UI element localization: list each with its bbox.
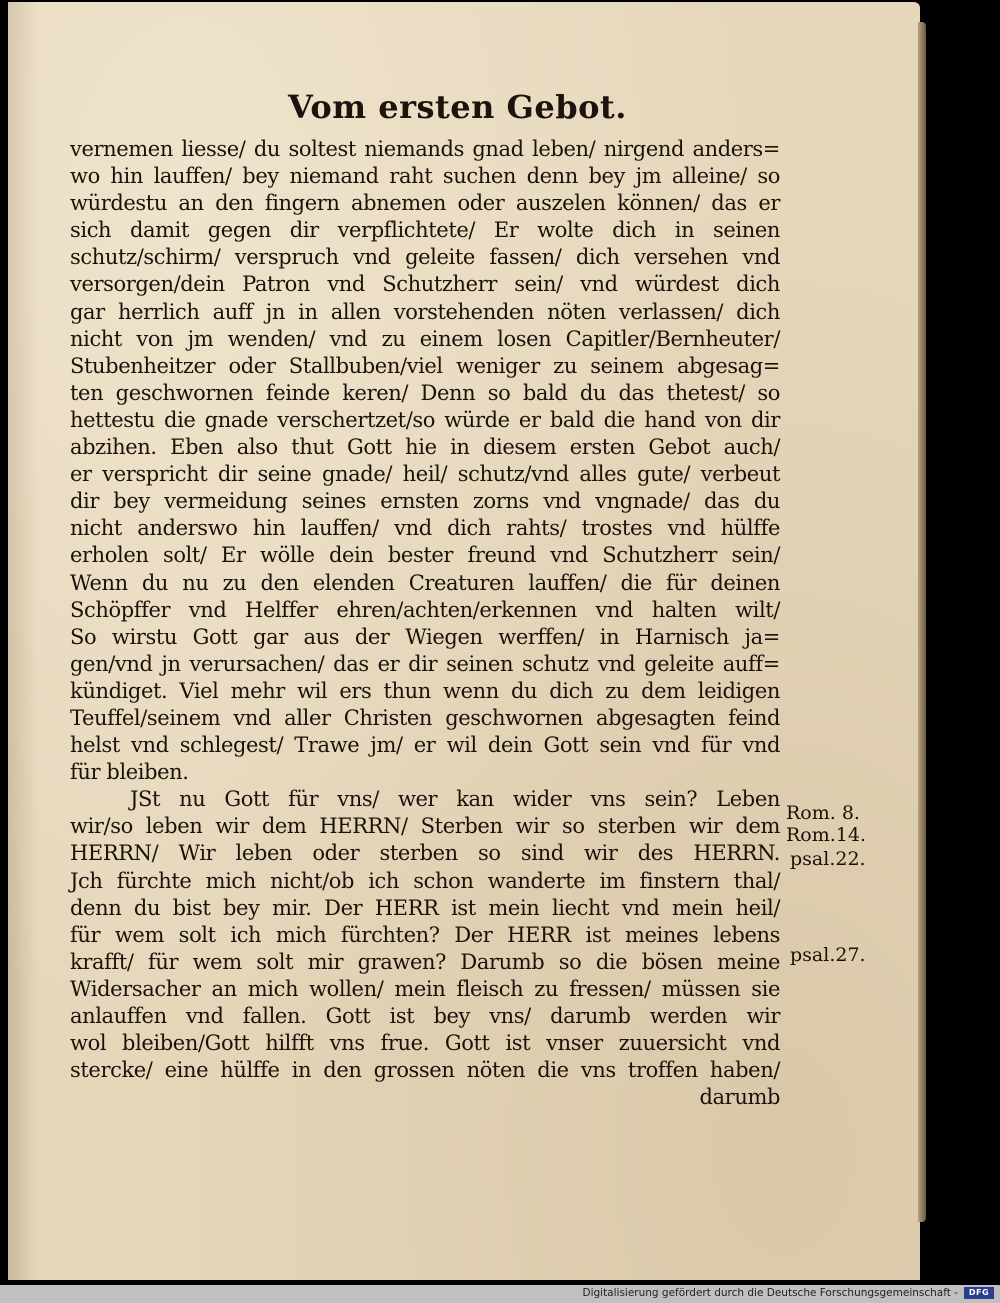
text-line: hettestu die gnade verschertzet/so würde er bald die hand von dir: [70, 407, 780, 432]
text-line: stercke/ eine hülffe in den grossen nöten die vns troffen haben/: [70, 1058, 780, 1083]
text-line: kündiget. Viel mehr wil ers thun wenn du dich zu dem leidigen: [70, 678, 780, 703]
book-page: [8, 2, 920, 1280]
text-line: wir/so leben wir dem HERRN/ Sterben wir so sterben wir dem: [70, 814, 780, 839]
text-line: erholen solt/ Er wölle dein bester freund vnd Schutzherr sein/: [70, 543, 780, 568]
text-line: ten geschwornen feinde keren/ Denn so bald du das thetest/ so: [70, 380, 780, 405]
text-line: Teuffel/seinem vnd aller Christen geschwornen abgesagten feind: [70, 705, 780, 730]
text-line: denn du bist bey mir. Der HERR ist mein liecht vnd mein heil/: [70, 895, 780, 920]
text-line: gar herrlich auff jn in allen vorstehenden nöten verlassen/ dich: [70, 299, 780, 324]
text-line: sich damit gegen dir verpflichtete/ Er wolte dich in seinen: [70, 218, 780, 243]
text-line: So wirstu Gott gar aus der Wiegen werffen/ in Harnisch ja=: [70, 624, 780, 649]
text-line: wol bleiben/Gott hilfft vns frue. Gott ist vnser zuuersicht vnd: [70, 1031, 780, 1056]
dfg-logo-icon: DFG: [964, 1287, 994, 1299]
text-line: schutz/schirm/ verspruch vnd geleite fassen/ dich versehen vnd: [70, 245, 780, 270]
catchword: darumb: [699, 1085, 780, 1110]
running-head: Vom ersten Gebot.: [288, 88, 627, 126]
margin-note-psal-27: psal.27.: [790, 944, 866, 966]
footer-bar: [0, 1285, 1000, 1303]
text-line: gen/vnd jn verursachen/ das er dir seinen schutz vnd geleite auff=: [70, 651, 780, 676]
paragraph-start-line: JSt nu Gott für vns/ wer kan wider vns sein? Leben: [130, 787, 780, 812]
margin-note-rom-14: Rom.14.: [786, 824, 867, 846]
text-line: nicht anderswo hin lauffen/ vnd dich rahts/ trostes vnd hülffe: [70, 516, 780, 541]
text-line: für bleiben.: [70, 760, 189, 785]
text-line: helst vnd schlegest/ Trawe jm/ er wil dein Gott sein vnd für vnd: [70, 733, 780, 758]
text-line: Stubenheitzer oder Stallbuben/viel weniger zu seinem abgesag=: [70, 353, 780, 378]
text-line: Wenn du nu zu den elenden Creaturen lauffen/ die für deinen: [70, 570, 780, 595]
text-line: Widersacher an mich wollen/ mein fleisch zu fressen/ müssen sie: [70, 976, 780, 1001]
text-line: Jch fürchte mich nicht/ob ich schon wanderte im finstern thal/: [70, 868, 780, 893]
text-line: wo hin lauffen/ bey niemand raht suchen denn bey jm alleine/ so: [70, 164, 780, 189]
funding-notice: Digitalisierung gefördert durch die Deutsche Forschungsgemeinschaft -: [582, 1287, 958, 1299]
text-line: krafft/ für wem solt mir grawen? Darumb so die bösen meine: [70, 949, 780, 974]
text-line: anlauffen vnd fallen. Gott ist bey vns/ darumb werden wir: [70, 1004, 780, 1028]
text-line: HERRN/ Wir leben oder sterben so sind wir des HERRN.: [70, 841, 780, 866]
text-line: für wem solt ich mich fürchten? Der HERR ist meines lebens: [70, 922, 780, 947]
text-line: nicht von jm wenden/ vnd zu einem losen Capitler/Bernheuter/: [70, 326, 780, 351]
text-line: dir bey vermeidung seines ernsten zorns vnd vngnade/ das du: [70, 489, 780, 514]
margin-note-psal-22: psal.22.: [790, 848, 866, 870]
margin-note-rom-8: Rom. 8.: [786, 802, 860, 824]
text-line: Schöpffer vnd Helffer ehren/achten/erkennen vnd halten wilt/: [70, 597, 780, 622]
text-line: würdestu an den fingern abnemen oder auszelen können/ das er: [70, 191, 780, 216]
text-line: abzihen. Eben also thut Gott hie in diesem ersten Gebot auch/: [70, 435, 780, 460]
text-line: vernemen liesse/ du soltest niemands gnad leben/ nirgend anders=: [70, 137, 780, 161]
text-line: er verspricht dir seine gnade/ heil/ schutz/vnd alles gute/ verbeut: [70, 462, 780, 487]
body-text: [70, 136, 780, 1111]
text-line: versorgen/dein Patron vnd Schutzherr sein/ vnd würdest dich: [70, 272, 780, 297]
